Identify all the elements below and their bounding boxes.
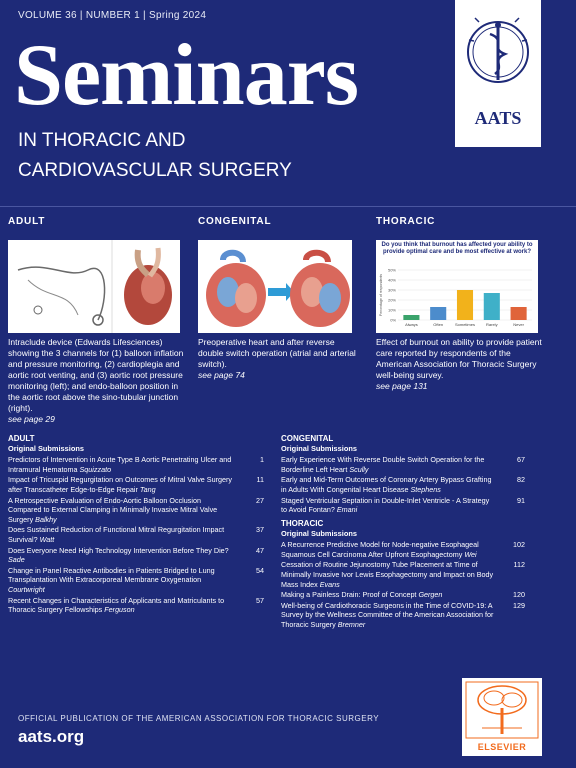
toc-adult-list bbox=[8, 455, 264, 615]
toc-entry-author: Squizzato bbox=[79, 464, 112, 474]
chart-x-tick: Rarely bbox=[486, 322, 498, 327]
toc-entry-title: Recent Changes in Characteristics of Applicants and Matriculants to Thoracic Surgery Fellowships bbox=[8, 595, 225, 615]
toc-entry-author: Wei bbox=[464, 549, 477, 559]
feature-thoracic-chart bbox=[376, 240, 538, 333]
toc-entry[interactable] bbox=[8, 455, 264, 474]
toc-entry-title: Cessation of Routine Jejunostomy Tube Placement at Time of Minimally Invasive Ivor Lewis Esophagectomy and Impact on Body Mass Index bbox=[281, 560, 494, 589]
chart-bar bbox=[484, 293, 500, 320]
toc-entry-author: Sade bbox=[8, 555, 25, 565]
toc-entry-author: Gergen bbox=[418, 590, 443, 600]
feature-adult-caption: Intraclude device (Edwards Lifesciences) showing the 3 channels for (1) balloon inflation and pressure monitoring, (2) cardioplegia and aortic root venting, and (3) aortic root pressure monitoring (left); and endo-balloon position in the aortic root above the sino-tubular junction (right). see page 29 bbox=[8, 337, 186, 425]
chart-bar bbox=[511, 307, 527, 320]
toc-thoracic-list bbox=[281, 540, 525, 629]
toc-entry-page: 54 bbox=[256, 565, 264, 575]
toc-thoracic bbox=[281, 519, 525, 631]
feature-thoracic-see-page: see page 131 bbox=[376, 381, 428, 391]
toc-subsection: Original Submissions bbox=[281, 528, 357, 538]
chart-y-tick: 50% bbox=[387, 267, 396, 273]
toc-entry[interactable] bbox=[281, 601, 525, 630]
chart-y-tick: 40% bbox=[387, 277, 396, 283]
toc-entry-page: 47 bbox=[256, 545, 264, 555]
toc-entry-author: Stephens bbox=[410, 484, 441, 494]
toc-entry-title: Impact of Tricuspid Regurgitation on Outcomes of Mitral Valve Surgery after Transcatheter Edge-to-Edge Repair bbox=[8, 475, 232, 494]
toc-entry[interactable] bbox=[281, 590, 525, 600]
chart-y-tick: 0% bbox=[390, 317, 396, 323]
chart-x-tick: Never bbox=[513, 322, 524, 327]
elsevier-tree-icon bbox=[462, 678, 542, 740]
toc-entry-author: Tang bbox=[139, 484, 156, 494]
journal-subtitle-line1: IN THORACIC AND bbox=[18, 130, 186, 151]
toc-entry-page: 57 bbox=[256, 595, 264, 605]
site-url[interactable]: aats.org bbox=[18, 727, 85, 746]
issue-line: VOLUME 36 | NUMBER 1 | Spring 2024 bbox=[18, 10, 207, 21]
toc-entry-author: Ferguson bbox=[104, 605, 135, 615]
toc-entry[interactable] bbox=[8, 525, 264, 544]
toc-entry-author: Watt bbox=[39, 534, 55, 544]
official-publication-line: OFFICIAL PUBLICATION OF THE AMERICAN ASSOCIATION FOR THORACIC SURGERY bbox=[18, 714, 380, 723]
chart-y-tick: 20% bbox=[387, 297, 396, 303]
toc-entry-title: A Retrospective Evaluation of Endo-Aortic Balloon Occlusion Compared to External Clamping in Minimally Invasive Mitral Valve Surgery bbox=[8, 495, 218, 524]
toc-entry[interactable] bbox=[281, 540, 525, 559]
chart-x-tick: Always bbox=[405, 322, 418, 327]
toc-entry[interactable] bbox=[281, 475, 525, 494]
feature-congenital-image bbox=[198, 240, 352, 333]
chart-y-tick: 30% bbox=[387, 287, 396, 293]
feature-thoracic-caption: Effect of burnout on ability to provide patient care reported by respondents of the American Association for Thoracic Surgery well-being survey. see page 131 bbox=[376, 337, 542, 391]
toc-entry[interactable] bbox=[281, 455, 525, 474]
toc-entry-page: 67 bbox=[517, 455, 525, 465]
toc-entry-title: Change in Panel Reactive Antibodies in Patients Bridged to Lung Transplantation With Extracorporeal Membrane Oxygenation bbox=[8, 565, 215, 585]
toc-entry-author: Balkhy bbox=[35, 514, 57, 524]
toc-congenital bbox=[281, 434, 525, 516]
masthead bbox=[0, 0, 576, 208]
toc-entry-title: Early and Mid-Term Outcomes of Coronary Artery Bypass Grafting in Adults With Congenital Heart Disease bbox=[281, 475, 492, 494]
toc-entry-title: Making a Painless Drain: Proof of Concept bbox=[281, 590, 417, 600]
toc-entry-page: 37 bbox=[256, 525, 264, 535]
chart-bar bbox=[430, 307, 446, 320]
feature-congenital-heading: CONGENITAL bbox=[198, 216, 272, 227]
mini-bar-chart bbox=[376, 240, 538, 333]
feature-adult-see-page: see page 29 bbox=[8, 414, 55, 424]
toc-entry[interactable] bbox=[8, 546, 264, 565]
toc-entry-page: 27 bbox=[256, 495, 264, 505]
toc-entry-title: A Recurrence Predictive Model for Node-negative Esophageal Squamous Cell Carcinoma After Upfront Esophagectomy bbox=[281, 540, 479, 559]
toc-section-adult: ADULT bbox=[8, 434, 35, 443]
toc-entry-page: 129 bbox=[513, 600, 525, 610]
elsevier-label: ELSEVIER bbox=[477, 742, 527, 752]
toc-entry-page: 91 bbox=[517, 495, 525, 505]
feature-adult-heading: ADULT bbox=[8, 216, 46, 227]
toc-entry-page: 82 bbox=[517, 475, 525, 485]
toc-congenital-list bbox=[281, 455, 525, 515]
chart-y-label: Percentage of respondents bbox=[379, 273, 383, 317]
toc-entry-page: 120 bbox=[513, 590, 525, 600]
toc-entry-author: Scully bbox=[349, 464, 369, 474]
chart-bar bbox=[403, 315, 419, 320]
caduceus-seal-icon bbox=[455, 0, 541, 105]
chart-y-tick: 10% bbox=[387, 307, 396, 313]
feature-congenital-see-page: see page 74 bbox=[198, 370, 245, 380]
mini-chart-title: Do you think that burnout has affected your ability to provide optimal care and be most effective at work? bbox=[381, 242, 533, 255]
toc-entry-title: Does Everyone Need High Technology Intervention Before They Die? bbox=[8, 545, 229, 555]
aats-badge bbox=[455, 0, 541, 147]
toc-entry-page: 1 bbox=[260, 455, 264, 465]
toc-entry[interactable] bbox=[8, 496, 264, 525]
toc-entry-title: Staged Ventricular Septation in Double-Inlet Ventricle - A Strategy to Avoid Fontan? bbox=[281, 495, 490, 515]
chart-bar bbox=[457, 290, 473, 320]
feature-thoracic-heading: THORACIC bbox=[376, 216, 436, 227]
toc-entry-page: 102 bbox=[513, 540, 525, 550]
journal-title: Seminars bbox=[14, 27, 358, 124]
aats-badge-label: AATS bbox=[474, 108, 522, 128]
toc-entry[interactable] bbox=[281, 560, 525, 589]
toc-entry-title: Well-being of Cardiothoracic Surgeons in the Time of COVID-19: A Survey by the Wellness Committee of the American Association for Thoracic Surgery bbox=[281, 600, 494, 629]
toc-entry-page: 112 bbox=[513, 560, 525, 570]
toc-entry-title: Early Experience With Reverse Double Switch Operation for the Borderline Left Heart bbox=[281, 455, 485, 474]
elsevier-logo bbox=[462, 678, 542, 756]
toc-section-congenital: CONGENITAL bbox=[281, 434, 334, 443]
toc-entry-author: Bremner bbox=[337, 619, 366, 629]
toc-entry-title: Does Sustained Reduction of Functional Mitral Regurgitation Impact Survival? bbox=[8, 525, 225, 544]
toc-entry[interactable] bbox=[281, 496, 525, 515]
toc-entry-author: Emani bbox=[336, 505, 358, 515]
chart-x-tick: Often bbox=[433, 322, 444, 327]
toc-section-thoracic: THORACIC bbox=[281, 519, 324, 528]
toc-entry-author: Evans bbox=[319, 579, 340, 589]
toc-entry-title: Predictors of Intervention in Acute Type B Aortic Penetrating Ulcer and Intramural Hematoma bbox=[8, 455, 232, 474]
toc-subsection: Original Submissions bbox=[281, 443, 357, 453]
toc-entry[interactable] bbox=[8, 566, 264, 595]
feature-adult-image bbox=[8, 240, 180, 333]
feature-congenital-caption: Preoperative heart and after reverse double switch operation (atrial and arterial switch). see page 74 bbox=[198, 337, 358, 381]
toc-entry-page: 11 bbox=[256, 475, 264, 485]
chart-x-tick: Sometimes bbox=[454, 322, 476, 327]
journal-subtitle-line2: CARDIOVASCULAR SURGERY bbox=[18, 160, 292, 181]
masthead-divider bbox=[0, 206, 576, 207]
toc-entry-author: Courtwright bbox=[8, 584, 45, 594]
toc-adult bbox=[8, 434, 264, 616]
toc-entry[interactable] bbox=[8, 596, 264, 615]
toc-entry[interactable] bbox=[8, 475, 264, 494]
toc-subsection: Original Submissions bbox=[8, 443, 84, 453]
